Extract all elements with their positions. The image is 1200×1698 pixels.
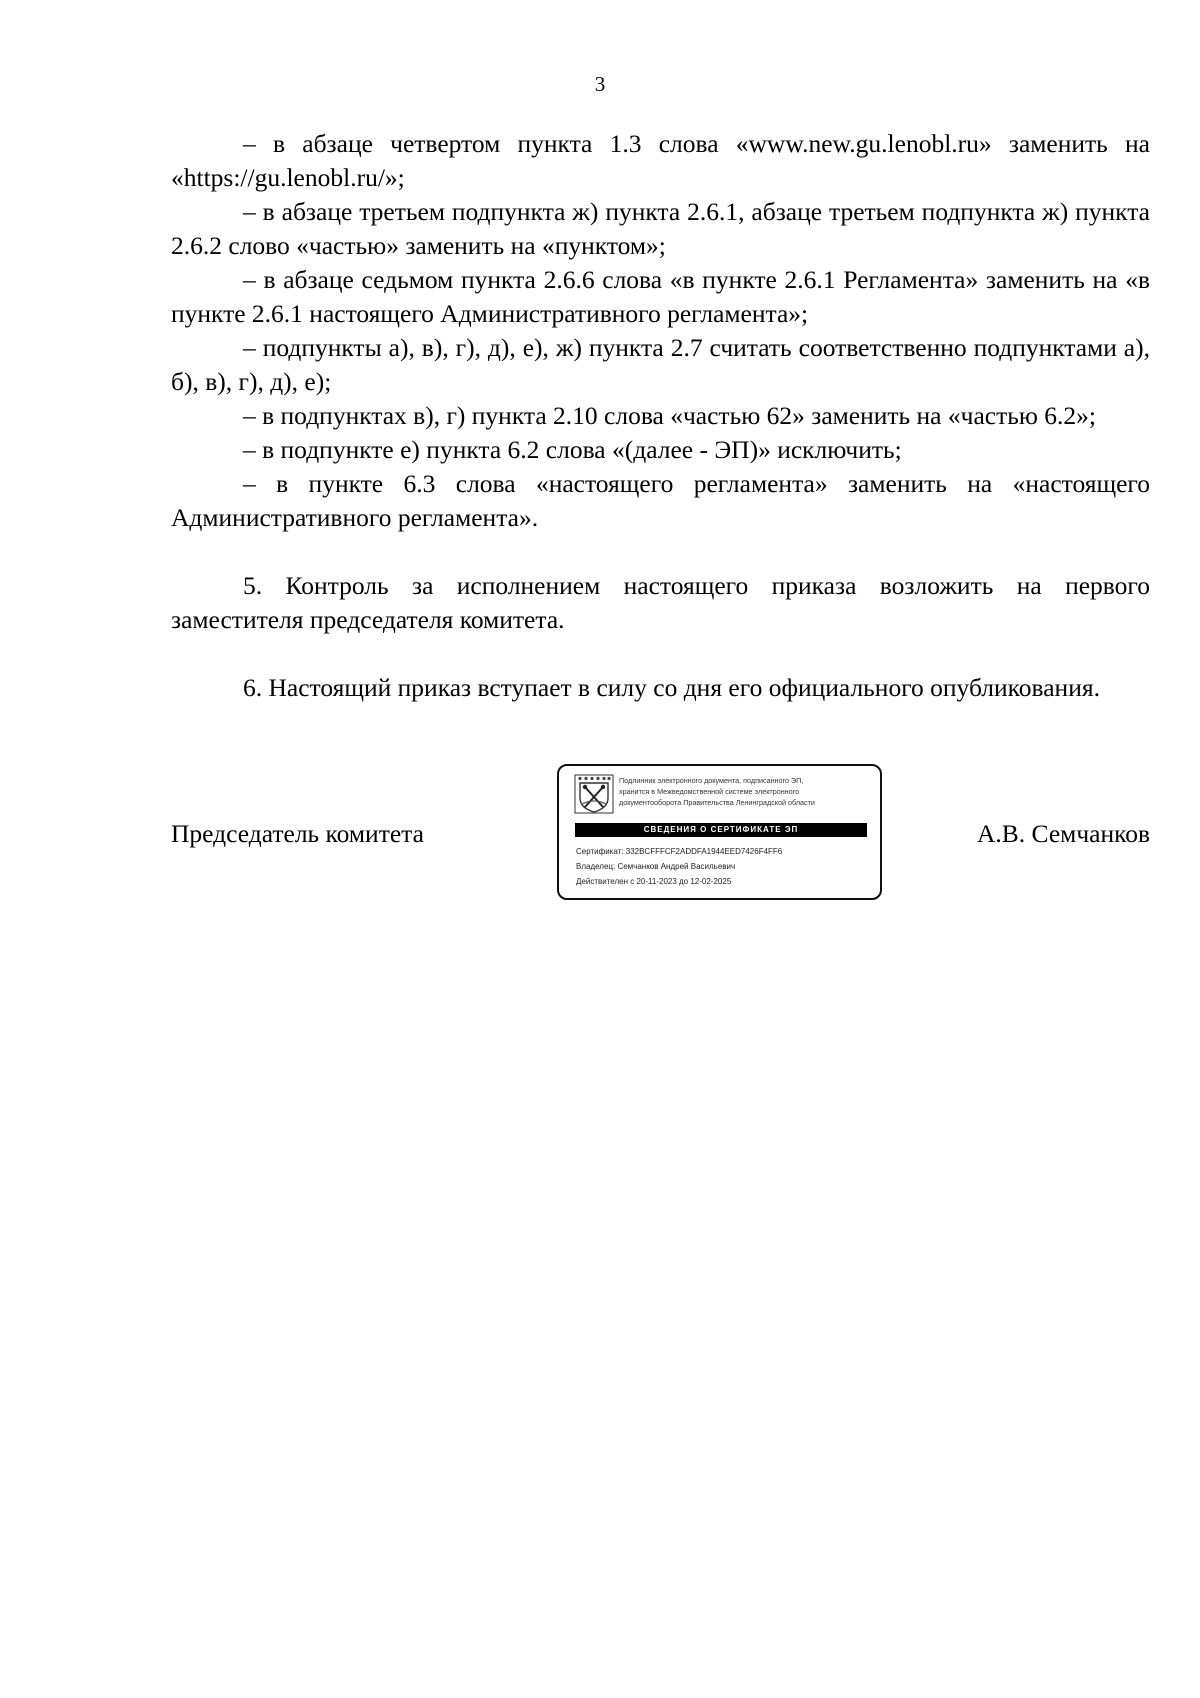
- stamp-caption: [619, 775, 879, 808]
- stamp-certificate-details: [576, 844, 871, 889]
- document-body: [171, 127, 1150, 705]
- amendment-item: – в абзаце седьмом пункта 2.6.6 слова «в пункте 2.6.1 Регламента» заменить на «в пункте 2.6.1 настоящего Административного регламента»;: [171, 265, 1150, 328]
- electronic-signature-stamp: [557, 764, 882, 900]
- amendment-item: – в подпунктах в), г) пункта 2.10 слова «частью 62» заменить на «частью 6.2»;: [243, 401, 1096, 430]
- amendment-item: – в абзаце четвертом пункта 1.3 слова «www.new.gu.lenobl.ru» заменить на «https://gu.lenobl.ru/»;: [171, 129, 1150, 192]
- paragraph-spacer: [171, 535, 1150, 569]
- amendment-item: – в подпункте е) пункта 6.2 слова «(далее - ЭП)» исключить;: [243, 435, 902, 464]
- stamp-caption-line: хранится в Межведомственной системе электронного: [619, 787, 800, 796]
- clause-5: 5. Контроль за исполнением настоящего приказа возложить на первого заместителя председателя комитета.: [171, 571, 1150, 634]
- signatory-name: А.В. Семчанков: [977, 819, 1150, 848]
- stamp-caption-line: документооборота Правительства Ленинградской области: [619, 798, 815, 807]
- signatory-position: Председатель комитета: [171, 819, 424, 848]
- clause-6: 6. Настоящий приказ вступает в силу со дня его официального опубликования.: [243, 673, 1100, 702]
- certificate-owner: Владелец: Семчанков Андрей Васильевич: [576, 862, 736, 871]
- stamp-caption-line: Подлинник электронного документа, подписанного ЭП,: [619, 776, 804, 785]
- paragraph-spacer: [171, 637, 1150, 671]
- amendment-item: – в абзаце третьем подпункта ж) пункта 2.6.1, абзаце третьем подпункта ж) пункта 2.6.2 слово «частью» заменить на «пунктом»;: [171, 197, 1150, 260]
- amendment-item: – подпункты а), в), г), д), е), ж) пункта 2.7 считать соответственно подпунктами а), б), в), г), д), е);: [171, 333, 1150, 396]
- certificate-validity: Действителен с 20-11-2023 до 12-02-2025: [576, 877, 732, 886]
- certificate-number: Сертификат: 332BCFFFCF2ADDFA1944EED7426F4FF6: [576, 847, 783, 856]
- page-number: 3: [594, 72, 606, 96]
- amendment-item: – в пункте 6.3 слова «настоящего регламента» заменить на «настоящего Административного регламента».: [171, 469, 1150, 532]
- stamp-header: СВЕДЕНИЯ О СЕРТИФИКАТЕ ЭП: [575, 823, 867, 837]
- leningrad-oblast-coat-of-arms-icon: [574, 774, 614, 814]
